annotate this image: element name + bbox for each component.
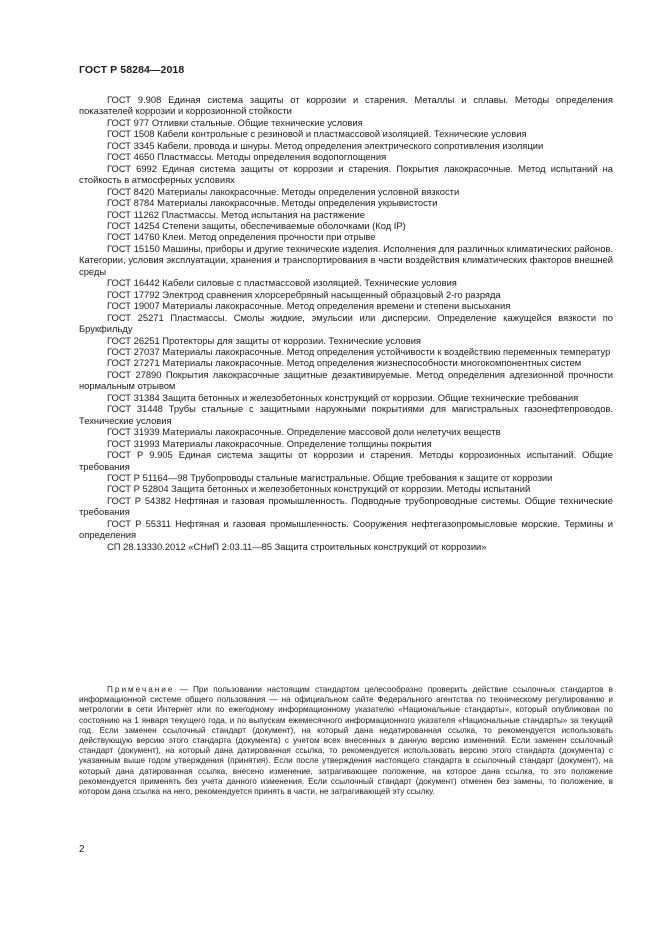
reference-item: ГОСТ Р 51164—98 Трубопроводы стальные магистральные. Общие требования к защите от коррозии (107, 471, 553, 483)
reference-item: ГОСТ 3345 Кабели, провода и шнуры. Метод определения электрического сопротивления изоляции (107, 139, 544, 151)
reference-item: ГОСТ 6992 Единая система защиты от коррозии и старения. Покрытия лакокрасочные. Метод испытаний на стойкость в атмосферных условиях (79, 162, 613, 186)
note-text: При пользовании настоящим стандартом целесообразно проверить действие ссылочных стандартов в информационной системе общего пользования — на официальном сайте Федерального агентства по техническому регулированию и метрологии в сети Интернет или по ежегодному информационному указателю «Национальные стандарты», который опубликован по состоянию на 1 января текущего года, и по выпускам ежемесячного информационного указателя «Национальные стандарты» за текущий год. Если заменен ссылочный стандарт (документ), на который дана недатированная ссылка, то рекомендуется использовать действующую версию этого стандарта (документа) с учетом всех внесенных в данную версию изменений. Если заменен ссылочный стандарт (документ), на который дана датированная ссылка, то рекомендуется использовать версию этого стандарта (документа) с указанным выше годом утверждения (принятия). Если после утверждения настоящего стандарта в ссылочный стандарт (документ), на который дана датированная ссылка, внесено изменение, затрагивающее положение, на которое дана ссылка, то это положение рекомендуется применять без учета данного изменения. Если ссылочный стандарт (документ) отменен без замены, то положение, в котором дана ссылка на него, рекомендуется принять в части, не затрагивающей эту ссылку. (79, 685, 613, 797)
reference-item: ГОСТ 16442 Кабели силовые с пластмассовой изоляцией. Технические условия (107, 277, 457, 289)
reference-item: ГОСТ 1508 Кабели контрольные с резиновой и пластмассовой изоляцией. Технические условия (107, 128, 527, 140)
reference-item: ГОСТ 14254 Степени защиты, обеспечиваемые оболочками (Код IP) (107, 219, 406, 231)
reference-item: ГОСТ 15150 Машины, приборы и другие технические изделия. Исполнения для различных климатических районов. Категории, условия эксплуатации, хранения и транспортирования в части воздействия климатических факторов внешней среды (79, 242, 613, 277)
reference-item: ГОСТ 27037 Материалы лакокрасочные. Метод определения устойчивости к воздействию переменных температур (107, 345, 611, 357)
reference-item: ГОСТ 27890 Покрытия лакокрасочные защитные дезактивируемые. Метод определения адгезионной прочности нормальным отрывом (79, 368, 613, 392)
normative-references-list (79, 94, 613, 552)
reference-item: ГОСТ 25271 Пластмассы. Смолы жидкие, эмульсии или дисперсии. Определение кажущейся вязкости по Брукфильду (79, 311, 613, 335)
reference-item: ГОСТ 31939 Материалы лакокрасочные. Определение массовой доли нелетучих веществ (107, 426, 501, 438)
reference-item: ГОСТ 8420 Материалы лакокрасочные. Методы определения условной вязкости (107, 185, 460, 197)
reference-item: ГОСТ 17792 Электрод сравнения хлорсеребряный насыщенный образцовый 2-го разряда (107, 288, 501, 300)
reference-item: ГОСТ 9.908 Единая система защиты от коррозии и старения. Металлы и сплавы. Методы определения показателей коррозии и коррозионной стойкости (79, 94, 613, 117)
note-dash: — (174, 685, 194, 694)
document-header: ГОСТ Р 58284—2018 (79, 64, 185, 76)
note-paragraph (79, 685, 613, 797)
reference-item: СП 28.13330.2012 «СНиП 2.03.11—85 Защита строительных конструкций от коррозии» (107, 540, 487, 552)
reference-item: ГОСТ Р 54382 Нефтяная и газовая промышленность. Подводные трубопроводные системы. Общие технические требования (79, 494, 613, 518)
note-label: Примечание (107, 685, 175, 694)
reference-item: ГОСТ 14760 Клеи. Метод определения прочности при отрыве (107, 231, 376, 243)
reference-item: ГОСТ 31384 Защита бетонных и железобетонных конструкций от коррозии. Общие технические требования (107, 391, 579, 403)
reference-item: ГОСТ 11262 Пластмассы. Метод испытания на растяжение (107, 208, 365, 220)
reference-item: ГОСТ Р 9.905 Единая система защиты от коррозии и старения. Методы коррозионных испытаний. Общие требования (79, 449, 613, 472)
reference-item: ГОСТ 27271 Материалы лакокрасочные. Метод определения жизнеспособности многокомпонентных систем (107, 357, 582, 369)
reference-item: ГОСТ 4650 Пластмассы. Методы определения водопоглощения (107, 151, 387, 163)
reference-item: ГОСТ 31448 Трубы стальные с защитными наружными покрытиями для магистральных газонефтепроводов. Технические условия (79, 403, 613, 426)
reference-item: ГОСТ 977 Отливки стальные. Общие технические условия (107, 116, 363, 128)
reference-item: ГОСТ 31993 Материалы лакокрасочные. Определение толщины покрытия (107, 437, 432, 449)
reference-item: ГОСТ Р 52804 Защита бетонных и железобетонных конструкций от коррозии. Методы испытаний (107, 483, 531, 495)
reference-item: ГОСТ 19007 Материалы лакокрасочные. Метод определения времени и степени высыхания (107, 300, 511, 312)
reference-item: ГОСТ Р 55311 Нефтяная и газовая промышленность. Сооружения нефтегазопромысловые морские. Термины и определения (79, 517, 613, 541)
reference-item: ГОСТ 8784 Материалы лакокрасочные. Методы определения укрывистости (107, 197, 438, 209)
page-number: 2 (79, 844, 85, 855)
reference-item: ГОСТ 26251 Протекторы для защиты от коррозии. Технические условия (107, 334, 422, 346)
